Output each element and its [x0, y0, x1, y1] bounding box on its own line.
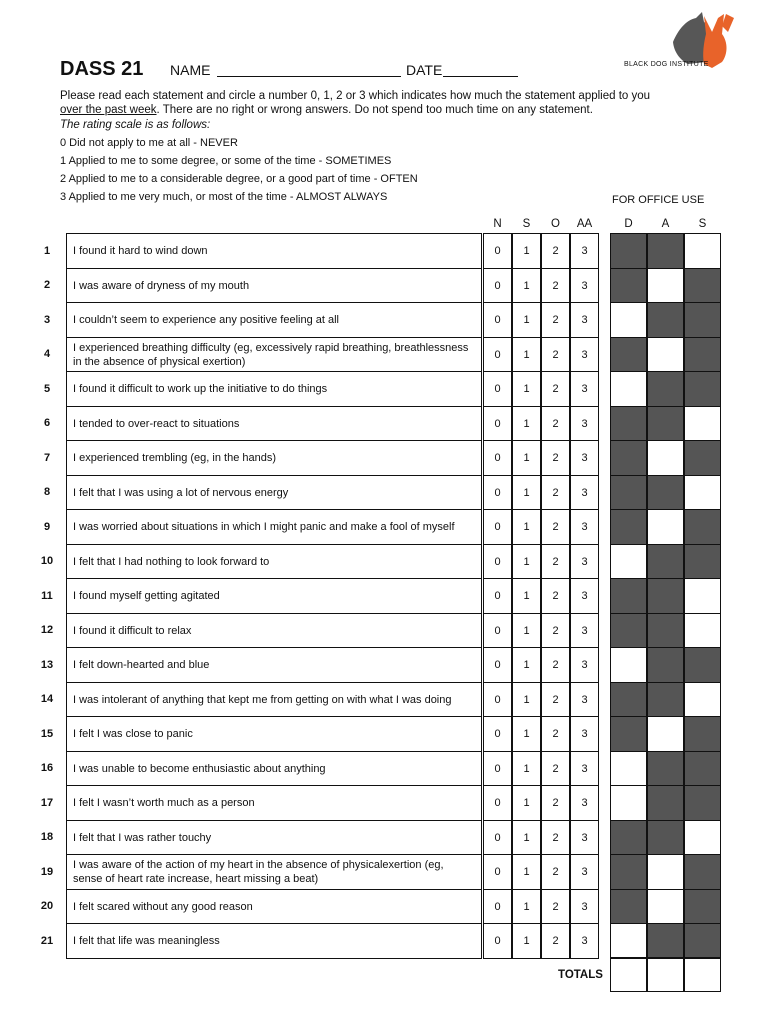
item-statement: I felt down-hearted and blue	[66, 647, 482, 683]
answer-option[interactable]: 2	[541, 682, 570, 717]
item-number: 20	[40, 900, 54, 912]
answer-option[interactable]: 3	[570, 613, 599, 648]
office-score-cell[interactable]	[610, 923, 647, 959]
office-score-cell	[684, 440, 721, 476]
answer-option[interactable]: 0	[483, 889, 512, 924]
answer-option[interactable]: 0	[483, 751, 512, 786]
scale-item-1: 1 Applied to me to some degree, or some of the time - SOMETIMES	[60, 155, 392, 167]
item-number: 17	[40, 796, 54, 809]
answer-option[interactable]: 3	[570, 751, 599, 786]
office-score-cell	[610, 509, 647, 545]
office-score-cell	[610, 440, 647, 476]
office-score-cell	[647, 751, 684, 786]
office-score-cell[interactable]	[610, 751, 647, 786]
answer-option[interactable]: 2	[541, 923, 570, 959]
item-statement: I felt that I had nothing to look forward to	[66, 544, 482, 579]
office-score-cell	[610, 716, 647, 752]
office-score-cell[interactable]	[647, 440, 684, 476]
answer-option[interactable]: 3	[570, 233, 599, 269]
item-number: 19	[40, 865, 54, 878]
answer-option[interactable]: 1	[512, 613, 541, 648]
answer-option[interactable]: 0	[483, 440, 512, 476]
answer-option[interactable]: 0	[483, 854, 512, 890]
item-number: 18	[40, 831, 54, 843]
answer-option[interactable]: 3	[570, 337, 599, 372]
office-score-cell	[684, 268, 721, 303]
item-statement: I was unable to become enthusiastic about anything	[66, 751, 482, 786]
office-score-cell	[647, 923, 684, 959]
office-score-cell	[610, 613, 647, 648]
item-number: 15	[40, 727, 54, 740]
office-score-cell[interactable]	[610, 371, 647, 407]
office-score-cell	[684, 785, 721, 821]
item-number: 2	[43, 279, 51, 291]
answer-option[interactable]: 1	[512, 647, 541, 683]
office-score-cell	[610, 682, 647, 717]
office-score-cell	[610, 268, 647, 303]
answer-option[interactable]: 2	[541, 613, 570, 648]
office-score-cell	[610, 337, 647, 372]
answer-option[interactable]: 1	[512, 682, 541, 717]
item-statement: I was worried about situations in which I might panic and make a fool of myself	[66, 509, 482, 545]
office-score-cell	[610, 406, 647, 441]
answer-option[interactable]: 3	[570, 509, 599, 545]
answer-option[interactable]: 2	[541, 820, 570, 855]
col-header-n: N	[493, 218, 502, 230]
office-score-cell[interactable]	[684, 613, 721, 648]
answer-option[interactable]: 0	[483, 820, 512, 855]
item-number: 9	[43, 520, 51, 533]
answer-option[interactable]: 1	[512, 751, 541, 786]
item-statement: I felt scared without any good reason	[66, 889, 482, 924]
office-score-cell	[610, 854, 647, 890]
item-number: 6	[43, 417, 51, 429]
item-number: 4	[43, 348, 51, 360]
answer-option[interactable]: 2	[541, 440, 570, 476]
answer-option[interactable]: 1	[512, 923, 541, 959]
answer-option[interactable]: 3	[570, 682, 599, 717]
date-label: DATE	[406, 62, 443, 78]
office-score-cell[interactable]	[647, 889, 684, 924]
item-statement: I felt I wasn’t worth much as a person	[66, 785, 482, 821]
item-statement: I was aware of the action of my heart in the absence of physicalexertion (eg, sense of heart rate increase, heart missing a beat)	[66, 854, 482, 890]
office-use-label: FOR OFFICE USE	[612, 194, 705, 206]
office-score-cell[interactable]	[647, 854, 684, 890]
answer-option[interactable]: 0	[483, 406, 512, 441]
answer-option[interactable]: 3	[570, 854, 599, 890]
answer-option[interactable]: 3	[570, 889, 599, 924]
answer-option[interactable]: 2	[541, 302, 570, 338]
answer-option[interactable]: 1	[512, 440, 541, 476]
scale-item-3: 3 Applied to me very much, or most of the time - ALMOST ALWAYS	[60, 191, 388, 203]
answer-option[interactable]: 1	[512, 578, 541, 614]
answer-option[interactable]: 2	[541, 716, 570, 752]
answer-option[interactable]: 2	[541, 578, 570, 614]
item-number: 11	[41, 589, 53, 602]
office-score-cell	[684, 647, 721, 683]
office-score-cell	[684, 716, 721, 752]
total-s-cell[interactable]	[684, 957, 721, 992]
answer-option[interactable]: 1	[512, 820, 541, 855]
answer-option[interactable]: 1	[512, 371, 541, 407]
answer-option[interactable]: 2	[541, 785, 570, 821]
office-score-cell	[647, 302, 684, 338]
office-score-cell[interactable]	[647, 716, 684, 752]
answer-option[interactable]: 2	[541, 889, 570, 924]
answer-option[interactable]: 2	[541, 509, 570, 545]
item-number: 13	[40, 658, 54, 671]
logo-text: BLACK DOG INSTITUTE	[624, 61, 709, 68]
office-score-cell	[684, 337, 721, 372]
answer-option[interactable]: 0	[483, 302, 512, 338]
answer-option[interactable]: 1	[512, 544, 541, 579]
item-statement: I felt that I was using a lot of nervous energy	[66, 475, 482, 510]
office-score-cell	[647, 406, 684, 441]
total-d-cell[interactable]	[610, 957, 647, 992]
instructions-underlined: over the past week	[60, 104, 157, 116]
instructions-line1: Please read each statement and circle a number 0, 1, 2 or 3 which indicates how much the statement applied to you	[60, 90, 651, 102]
answer-option[interactable]: 0	[483, 337, 512, 372]
office-score-cell[interactable]	[610, 302, 647, 338]
answer-option[interactable]: 3	[570, 268, 599, 303]
answer-option[interactable]: 2	[541, 337, 570, 372]
office-score-cell[interactable]	[684, 233, 721, 269]
scale-intro: The rating scale is as follows:	[60, 119, 211, 131]
item-statement: I was aware of dryness of my mouth	[66, 268, 482, 303]
answer-option[interactable]: 2	[541, 268, 570, 303]
office-score-cell[interactable]	[684, 820, 721, 855]
scale-item-2: 2 Applied to me to a considerable degree, or a good part of time - OFTEN	[60, 173, 418, 185]
office-score-cell	[647, 371, 684, 407]
office-score-cell[interactable]	[610, 785, 647, 821]
answer-option[interactable]: 3	[570, 578, 599, 614]
office-score-cell	[647, 475, 684, 510]
item-number: 10	[40, 555, 54, 567]
answer-option[interactable]: 0	[483, 268, 512, 303]
office-score-cell[interactable]	[684, 406, 721, 441]
answer-option[interactable]: 1	[512, 785, 541, 821]
col-header-a: A	[661, 218, 670, 230]
office-score-cell[interactable]	[647, 337, 684, 372]
office-score-cell	[610, 820, 647, 855]
answer-option[interactable]: 0	[483, 647, 512, 683]
answer-option[interactable]: 0	[483, 233, 512, 269]
answer-option[interactable]: 3	[570, 475, 599, 510]
office-score-cell[interactable]	[684, 682, 721, 717]
answer-option[interactable]: 0	[483, 785, 512, 821]
answer-option[interactable]: 1	[512, 268, 541, 303]
office-score-cell	[610, 233, 647, 269]
answer-option[interactable]: 1	[512, 337, 541, 372]
answer-option[interactable]: 2	[541, 544, 570, 579]
answer-option[interactable]: 0	[483, 682, 512, 717]
answer-option[interactable]: 2	[541, 647, 570, 683]
totals-label: TOTALS	[558, 969, 603, 981]
answer-option[interactable]: 3	[570, 923, 599, 959]
item-number: 12	[40, 624, 54, 636]
office-score-cell	[684, 889, 721, 924]
answer-option[interactable]: 3	[570, 406, 599, 441]
answer-option[interactable]: 2	[541, 371, 570, 407]
instructions	[60, 89, 700, 117]
office-score-cell	[684, 302, 721, 338]
item-number: 7	[43, 451, 51, 464]
item-number: 5	[43, 382, 51, 395]
office-score-cell[interactable]	[610, 647, 647, 683]
item-statement: I experienced breathing difficulty (eg, excessively rapid breathing, breathlessness in the absence of physical exertion)	[66, 337, 482, 372]
item-statement: I experienced trembling (eg, in the hands)	[66, 440, 482, 476]
office-score-cell	[684, 371, 721, 407]
col-header-s-office: S	[698, 218, 707, 230]
date-field[interactable]	[443, 76, 518, 77]
answer-option[interactable]: 3	[570, 647, 599, 683]
office-score-cell	[647, 647, 684, 683]
answer-option[interactable]: 3	[570, 820, 599, 855]
office-score-cell	[610, 578, 647, 614]
office-score-cell	[610, 889, 647, 924]
item-number: 16	[40, 762, 54, 774]
item-statement: I tended to over-react to situations	[66, 406, 482, 441]
office-score-cell	[684, 544, 721, 579]
total-a-cell[interactable]	[647, 957, 684, 992]
office-score-cell	[684, 854, 721, 890]
office-score-cell	[684, 923, 721, 959]
office-score-cell	[647, 613, 684, 648]
office-score-cell[interactable]	[647, 268, 684, 303]
item-statement: I was intolerant of anything that kept me from getting on with what I was doing	[66, 682, 482, 717]
answer-option[interactable]: 0	[483, 544, 512, 579]
answer-option[interactable]: 1	[512, 406, 541, 441]
answer-option[interactable]: 2	[541, 406, 570, 441]
answer-option[interactable]: 3	[570, 716, 599, 752]
answer-option[interactable]: 0	[483, 509, 512, 545]
answer-option[interactable]: 1	[512, 233, 541, 269]
office-score-cell[interactable]	[647, 509, 684, 545]
instructions-line2: . There are no right or wrong answers. Do not spend too much time on any statement.	[156, 104, 593, 116]
answer-option[interactable]: 0	[483, 578, 512, 614]
item-statement: I found it difficult to work up the initiative to do things	[66, 371, 482, 407]
office-score-cell	[647, 682, 684, 717]
item-statement: I felt I was close to panic	[66, 716, 482, 752]
col-header-s: S	[522, 218, 531, 230]
col-header-aa: AA	[576, 218, 593, 230]
item-number: 14	[40, 693, 54, 705]
answer-option[interactable]: 1	[512, 716, 541, 752]
answer-option[interactable]: 3	[570, 440, 599, 476]
item-number: 8	[43, 486, 51, 498]
office-score-cell	[647, 820, 684, 855]
answer-option[interactable]: 3	[570, 371, 599, 407]
answer-option[interactable]: 2	[541, 475, 570, 510]
answer-option[interactable]: 3	[570, 785, 599, 821]
name-field[interactable]	[217, 76, 401, 77]
item-statement: I felt that I was rather touchy	[66, 820, 482, 855]
office-score-cell	[647, 233, 684, 269]
office-score-cell[interactable]	[684, 578, 721, 614]
answer-option[interactable]: 2	[541, 233, 570, 269]
answer-option[interactable]: 2	[541, 854, 570, 890]
office-score-cell[interactable]	[610, 544, 647, 579]
item-number: 1	[43, 244, 51, 257]
answer-option[interactable]: 0	[483, 371, 512, 407]
col-header-o: O	[551, 218, 560, 230]
office-score-cell	[684, 509, 721, 545]
form-title: DASS 21	[60, 58, 144, 80]
answer-option[interactable]: 0	[483, 475, 512, 510]
col-header-d: D	[624, 218, 633, 230]
item-statement: I felt that life was meaningless	[66, 923, 482, 959]
answer-option[interactable]: 0	[483, 923, 512, 959]
answer-option[interactable]: 1	[512, 475, 541, 510]
office-score-cell	[647, 544, 684, 579]
answer-option[interactable]: 3	[570, 302, 599, 338]
item-statement: I found it difficult to relax	[66, 613, 482, 648]
office-score-cell	[647, 578, 684, 614]
name-label: NAME	[170, 62, 211, 78]
office-score-cell	[610, 475, 647, 510]
answer-option[interactable]: 1	[512, 889, 541, 924]
answer-option[interactable]: 3	[570, 544, 599, 579]
answer-option[interactable]: 0	[483, 613, 512, 648]
item-statement: I couldn’t seem to experience any positive feeling at all	[66, 302, 482, 338]
answer-option[interactable]: 0	[483, 716, 512, 752]
scale-item-0: 0 Did not apply to me at all - NEVER	[60, 137, 238, 149]
office-score-cell[interactable]	[684, 475, 721, 510]
office-score-cell	[684, 751, 721, 786]
answer-option[interactable]: 1	[512, 854, 541, 890]
item-statement: I found it hard to wind down	[66, 233, 482, 269]
item-number: 3	[43, 313, 51, 326]
item-number: 21	[40, 934, 54, 947]
item-statement: I found myself getting agitated	[66, 578, 482, 614]
answer-option[interactable]: 1	[512, 302, 541, 338]
office-score-cell	[647, 785, 684, 821]
answer-option[interactable]: 1	[512, 509, 541, 545]
answer-option[interactable]: 2	[541, 751, 570, 786]
